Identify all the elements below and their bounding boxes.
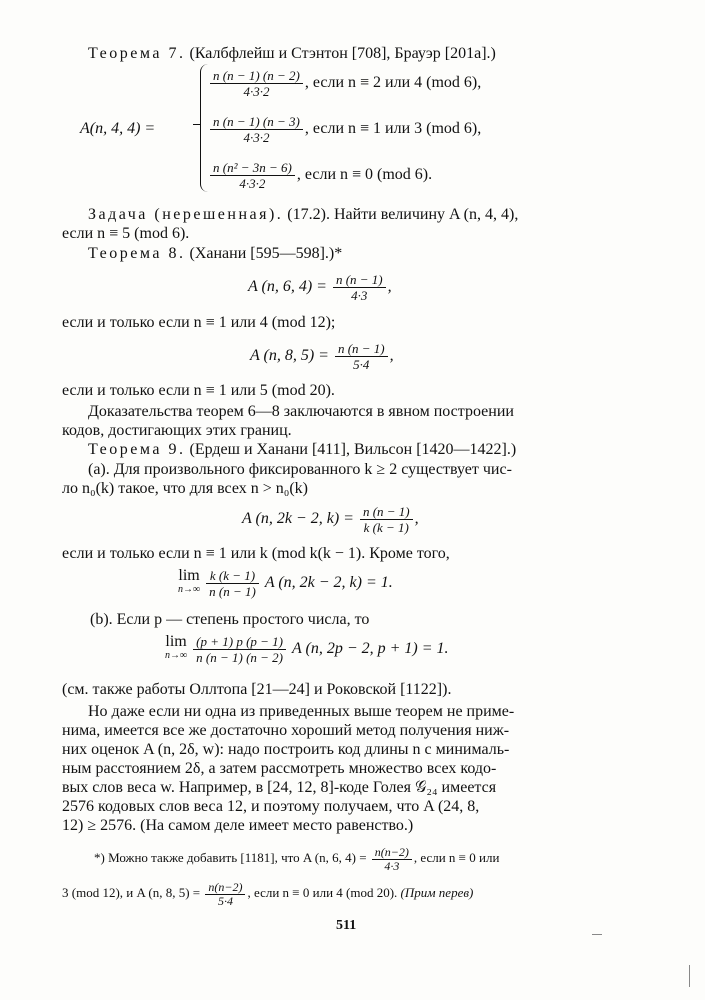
case3-numerator: n (n² − 3n − 6) (210, 160, 295, 176)
theorem7-heading (88, 44, 496, 64)
theorem9-a-line1: (a). Для произвольного фиксированного k ≥ 2 существует чис- (88, 461, 512, 478)
footnote-f2-den: 5·4 (217, 893, 233, 908)
theorem9-refs: (Ердеш и Ханани [411], Вильсон [1420—1422].) (189, 441, 517, 458)
case3-fraction (210, 160, 295, 191)
paragraph-line: 12) ≥ 2576. (На самом деле имеет место равенство.) (62, 817, 414, 834)
proofs-line2: кодов, достигающих этих границ. (62, 422, 292, 439)
theorem7-title: Теорема 7. (88, 45, 186, 62)
theorem9-a-line2: ло n₀(k) такое, что для всех n > n₀(k) (62, 480, 308, 497)
limit1-word: lim (178, 567, 200, 585)
footnote-f2-num: n(n−2) (205, 881, 245, 895)
cases-brace-tip (193, 124, 201, 133)
theorem9-eq: A (n, 2k − 2, k) = $\frac{n (n - 1)}{k (k - 1)}$ , (242, 503, 419, 535)
theorem9-heading (88, 440, 516, 460)
theorem7-case2 (208, 112, 481, 146)
problem-text1: (17.2). Найти величину A (n, 4, 4), (287, 206, 519, 223)
footnote-f1-num: n(n−2) (372, 846, 412, 860)
problem-text2: если n ≡ 5 (mod 6). (62, 225, 190, 242)
theorem9-b-line: (b). Если p — степень простого числа, то (90, 611, 370, 628)
theorem8-eq1: A (n, 6, 4) = $\frac{n (n - 1)}{4\cdot 3}$ , (248, 271, 392, 303)
limit1-numerator: k (k − 1) (206, 568, 259, 584)
case1-denominator: 4·3·2 (243, 83, 270, 99)
footnote-part4: , если n ≡ 0 или 4 (mod 20). (247, 885, 398, 900)
theorem7-refs: (Калбфлейш и Стэнтон [708], Брауэр [201а].) (189, 45, 496, 62)
theorem8-refs: (Ханани [595—598].)* (189, 245, 343, 262)
footnote-note: (Прим перев) (400, 885, 474, 900)
proofs-line1: Доказательства теорем 6—8 заключаются в явном построении (88, 403, 514, 420)
t9-eq-fraction (360, 504, 413, 535)
t9-eq-lhs: A (n, 2k − 2, k) = (242, 510, 354, 527)
footnote-fraction1 (372, 846, 412, 873)
problem-line1 (88, 205, 518, 225)
page-number: 511 (336, 918, 357, 933)
case2-numerator: n (n − 1) (n − 3) (210, 114, 303, 130)
paragraph-line: них оценок A (n, 2δ, w): надо построить код длины n с минималь- (62, 741, 510, 758)
eq1-lhs: A (n, 6, 4) = (248, 278, 327, 295)
case2-denominator: 4·3·2 (243, 129, 270, 145)
paragraph-line: 2576 кодовых слов веса 12, и поэтому получаем, что A (24, 8, (62, 798, 480, 815)
footnote-f1-den: 4·3 (384, 858, 400, 873)
theorem7-lhs: A(n, 4, 4) = (80, 120, 156, 137)
case1-fraction (210, 68, 303, 99)
theorem7-case3 (208, 158, 432, 192)
eq2-numerator: n (n − 1) (335, 341, 388, 357)
limit2-rest: A (n, 2p − 2, p + 1) = 1. (292, 640, 449, 657)
problem-title: Задача (нерешенная). (88, 206, 284, 223)
limit2-sub: n→∞ (165, 650, 188, 662)
limit2 (165, 632, 449, 666)
paragraph-line: вых слов веса w. Например, в [24, 12, 8]-коде Голея 𝒢₂₄ имеется (62, 779, 497, 796)
footnote-part2: , если n ≡ 0 или (413, 850, 500, 865)
eq2-denominator: 5·4 (353, 356, 370, 372)
footnote-part1: *) Можно также добавить [1181], что A (n, 6, 4) = (94, 850, 367, 865)
case1-numerator: n (n − 1) (n − 2) (210, 68, 303, 84)
theorem8-eq2: A (n, 8, 5) = $\frac{n (n - 1)}{5\cdot 4}$ , (250, 340, 394, 372)
eq2-fraction (335, 341, 388, 372)
theorem8-heading (88, 244, 342, 264)
eq1-denominator: 4·3 (351, 287, 368, 303)
footnote-line2 (62, 878, 473, 908)
limit1 (178, 566, 393, 600)
case1-condition: , если n ≡ 2 или 4 (mod 6), (304, 74, 482, 91)
paragraph-line: нима, имеется все же достаточно хороший метод получения ниж- (62, 722, 510, 739)
limit2-fraction (193, 634, 286, 665)
t9-eq-numerator: n (n − 1) (360, 504, 413, 520)
theorem7-case1 (208, 66, 481, 100)
theorem9-title: Теорема 9. (88, 441, 186, 458)
limit2-denominator: n (n − 1) (n − 2) (196, 649, 284, 665)
eq2-lhs: A (n, 8, 5) = (250, 347, 329, 364)
t9-eq-denominator: k (k − 1) (363, 519, 409, 535)
theorem9-see-also: (см. также работы Оллтопа [21—24] и Роковской [1122]). (62, 681, 452, 698)
case3-denominator: 4·3·2 (239, 175, 266, 191)
theorem8-title: Теорема 8. (88, 245, 186, 262)
eq2-condition: если и только если n ≡ 1 или 5 (mod 20). (62, 382, 335, 399)
footnote-part3: 3 (mod 12), и A (n, 8, 5) = (62, 885, 201, 900)
case2-fraction (210, 114, 303, 145)
paragraph-line: Но даже если ни одна из приведенных выше теорем не приме- (88, 703, 515, 720)
case2-condition: , если n ≡ 1 или 3 (mod 6), (304, 120, 482, 137)
scan-mark (689, 965, 690, 987)
case3-condition: , если n ≡ 0 (mod 6). (296, 166, 433, 183)
limit2-operator (165, 635, 187, 663)
footnote-line1 (94, 843, 499, 873)
limit1-fraction (206, 568, 259, 599)
limit1-denominator: n (n − 1) (209, 583, 256, 599)
limit1-rest: A (n, 2k − 2, k) = 1. (264, 574, 393, 591)
limit1-sub: n→∞ (178, 584, 201, 596)
paragraph-line: ным расстоянием 2δ, а затем рассмотреть множество всех кодо- (62, 760, 497, 777)
eq1-fraction (333, 272, 386, 303)
limit1-operator (178, 569, 200, 597)
footnote-fraction2 (205, 881, 245, 908)
eq1-numerator: n (n − 1) (333, 272, 386, 288)
limit2-numerator: (p + 1) p (p − 1) (193, 634, 286, 650)
limit2-word: lim (165, 633, 187, 651)
scan-mark (592, 934, 602, 935)
theorem9-condition: если и только если n ≡ 1 или k (mod k(k − 1). Кроме того, (62, 545, 450, 562)
eq1-condition: если и только если n ≡ 1 или 4 (mod 12); (62, 314, 336, 331)
